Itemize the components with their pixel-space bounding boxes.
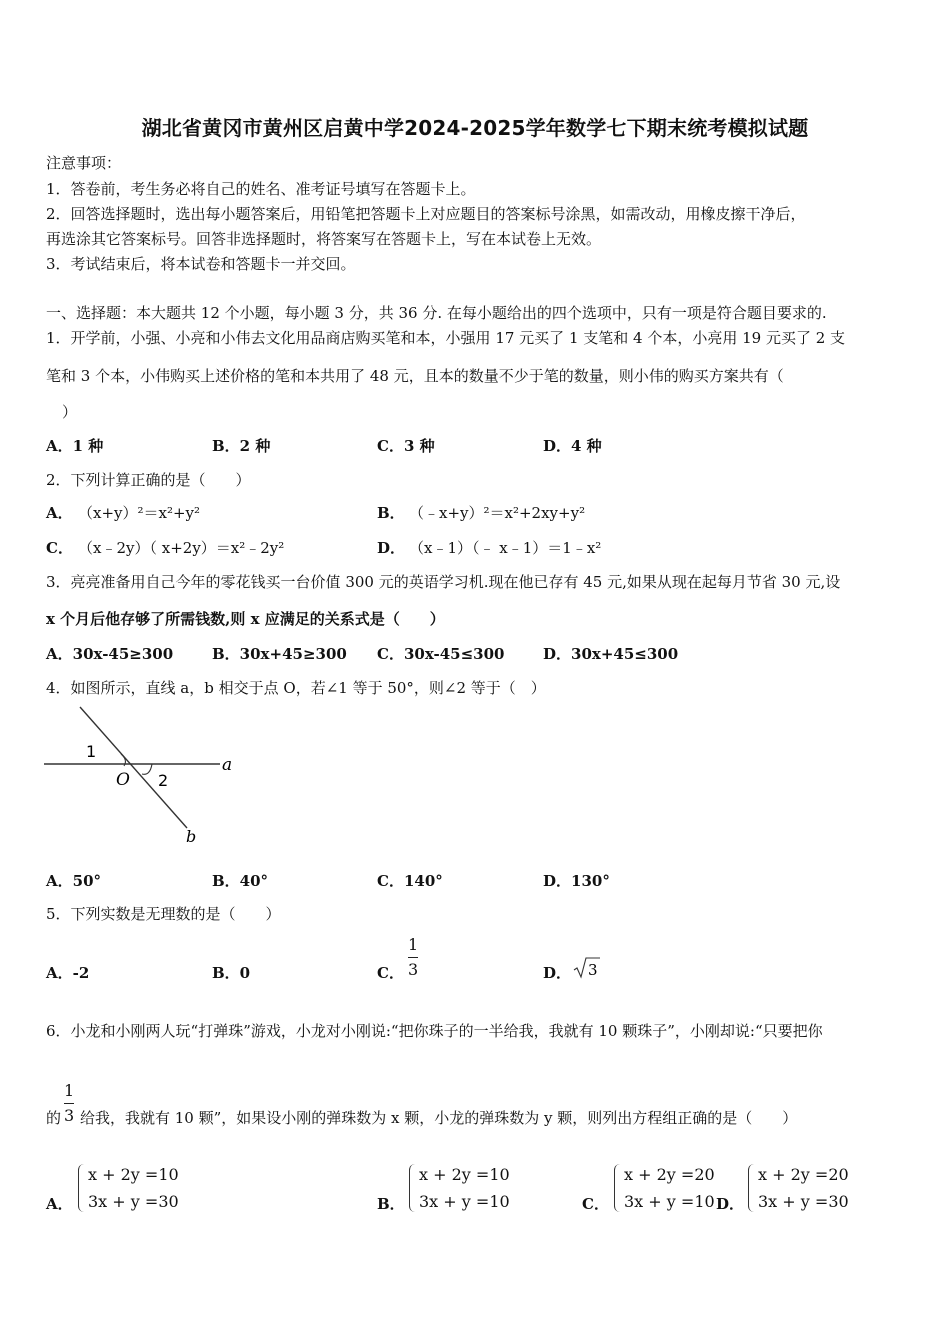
q1-option-d: D．4 种 xyxy=(543,437,602,455)
q3-option-a: A．30x-45≥300 xyxy=(46,645,174,663)
page-title: 湖北省黄冈市黄州区启黄中学2024-2025学年数学七下期末统考模拟试题 xyxy=(141,116,809,140)
q6-option-a-system xyxy=(78,1164,179,1212)
q2-stem: 2．下列计算正确的是（ ） xyxy=(46,471,251,489)
q5-option-c-label: C． xyxy=(377,964,404,982)
label-angle-2: 2 xyxy=(158,771,169,790)
q2-option-b: （﹣x+y）²＝x²+2xy+y² xyxy=(409,504,586,522)
brace-icon xyxy=(748,1164,754,1212)
q2-option-a: （x+y）²＝x²+y² xyxy=(78,504,201,522)
equation: 3x + y =10 xyxy=(419,1192,510,1211)
q4-option-c: C．140° xyxy=(377,872,443,890)
label-point-o: O xyxy=(116,770,130,790)
q5-stem: 5．下列实数是无理数的是（ ） xyxy=(46,905,281,923)
fraction-numerator: 1 xyxy=(408,935,419,954)
q2-option-a-label: A． xyxy=(46,504,73,522)
q1-stem-line: ） xyxy=(62,403,78,421)
equation: x + 2y =10 xyxy=(419,1165,510,1184)
equation: 3x + y =30 xyxy=(88,1192,179,1211)
q2-option-c: （x﹣2y）（ x+2y）＝x²﹣2y² xyxy=(78,539,285,557)
q6-option-c-system xyxy=(614,1164,715,1212)
fraction-one-third xyxy=(408,937,418,978)
q2-option-b-label: B． xyxy=(377,504,405,522)
q6-option-b-label: B． xyxy=(377,1195,405,1213)
q1-stem-line: 笔和 3 个本，小伟购买上述价格的笔和本共用了 48 元，且本的数量不少于笔的数量，则小伟的购买方案共有（ xyxy=(46,367,784,385)
equation: x + 2y =20 xyxy=(624,1165,715,1184)
q6-stem-line: 6．小龙和小刚两人玩“打弹珠”游戏，小龙对小刚说:“把你珠子的一半给我，我就有 10 颗珠子”，小刚却说:“只要把你 xyxy=(46,1022,823,1040)
q5-option-b: B．0 xyxy=(212,964,251,982)
q2-option-d-label: D． xyxy=(377,539,406,557)
equation: x + 2y =10 xyxy=(88,1165,179,1184)
q3-option-c: C．30x-45≤300 xyxy=(377,645,505,663)
equation: 3x + y =10 xyxy=(624,1192,715,1211)
notice-item: 1．答卷前，考生务必将自己的姓名、准考证号填写在答题卡上。 xyxy=(46,180,476,198)
q6-option-b-system xyxy=(409,1164,510,1212)
sqrt-icon xyxy=(572,955,602,981)
fraction-numerator: 1 xyxy=(64,1081,75,1100)
q4-stem: 4．如图所示，直线 a，b 相交于点 O，若∠1 等于 50°，则∠2 等于（ ） xyxy=(46,679,546,697)
q3-option-b: B．30x+45≥300 xyxy=(212,645,347,663)
q2-option-c-label: C． xyxy=(46,539,73,557)
brace-icon xyxy=(78,1164,84,1212)
q2-option-d: （x﹣1）（﹣ x﹣1）＝1﹣x² xyxy=(409,539,602,557)
q3-stem-line: 3．亮亮准备用自己今年的零花钱买一台价值 300 元的英语学习机.现在他已存有 45 元,如果从现在起每月节省 30 元,设 xyxy=(46,573,841,591)
q1-stem-line: 1．开学前，小强、小亮和小伟去文化用品商店购买笔和本，小强用 17 元买了 1 支笔和 4 个本，小亮用 19 元买了 2 支 xyxy=(46,329,846,347)
fraction-denominator: 3 xyxy=(64,1106,75,1125)
q4-option-b: B．40° xyxy=(212,872,269,890)
brace-icon xyxy=(614,1164,620,1212)
notice-item: 2．回答选择题时，选出每小题答案后，用铅笔把答题卡上对应题目的答案标号涂黑，如需改动，用橡皮擦干净后， xyxy=(46,205,806,223)
fraction-one-third xyxy=(64,1083,74,1124)
notice-item: 3．考试结束后，将本试卷和答题卡一并交回。 xyxy=(46,255,356,273)
angle-2-arc xyxy=(142,764,152,774)
fraction-denominator: 3 xyxy=(408,960,419,979)
intersecting-lines-figure xyxy=(44,704,244,849)
equation: 3x + y =30 xyxy=(758,1192,849,1211)
brace-icon xyxy=(409,1164,415,1212)
notice-item: 再选涂其它答案标号。回答非选择题时，将答案写在答题卡上，写在本试卷上无效。 xyxy=(46,230,602,248)
q6-stem-line: 给我，我就有 10 颗”，如果设小刚的弹珠数为 x 颗，小龙的弹珠数为 y 颗，则列出方程组正确的是（ ） xyxy=(80,1109,798,1127)
q3-option-d: D．30x+45≤300 xyxy=(543,645,679,663)
q6-option-c-label: C． xyxy=(582,1195,609,1213)
q5-option-a: A．-2 xyxy=(46,964,90,982)
line-b xyxy=(80,707,187,828)
label-line-b: b xyxy=(186,827,197,846)
notice-heading: 注意事项： xyxy=(46,154,122,172)
q6-option-d-label: D． xyxy=(716,1195,745,1213)
label-line-a: a xyxy=(222,755,233,775)
q1-option-c: C．3 种 xyxy=(377,437,435,455)
q6-option-d-system xyxy=(748,1164,849,1212)
section-heading: 一、选择题：本大题共 12 个小题，每小题 3 分，共 36 分. 在每小题给出的四个选项中，只有一项是符合题目要求的. xyxy=(46,304,827,322)
equation: x + 2y =20 xyxy=(758,1165,849,1184)
label-angle-1: 1 xyxy=(86,742,97,761)
q4-option-d: D．130° xyxy=(543,872,610,890)
q1-option-b: B．2 种 xyxy=(212,437,271,455)
q3-stem-line: x 个月后他存够了所需钱数,则 x 应满足的关系式是（ ） xyxy=(46,610,445,628)
q6-option-a-label: A． xyxy=(46,1195,73,1213)
q6-stem-prefix: 的 xyxy=(46,1109,62,1127)
radicand: 3 xyxy=(588,961,598,979)
q4-option-a: A．50° xyxy=(46,872,102,890)
q5-option-d-label: D． xyxy=(543,964,572,982)
q1-option-a: A．1 种 xyxy=(46,437,104,455)
